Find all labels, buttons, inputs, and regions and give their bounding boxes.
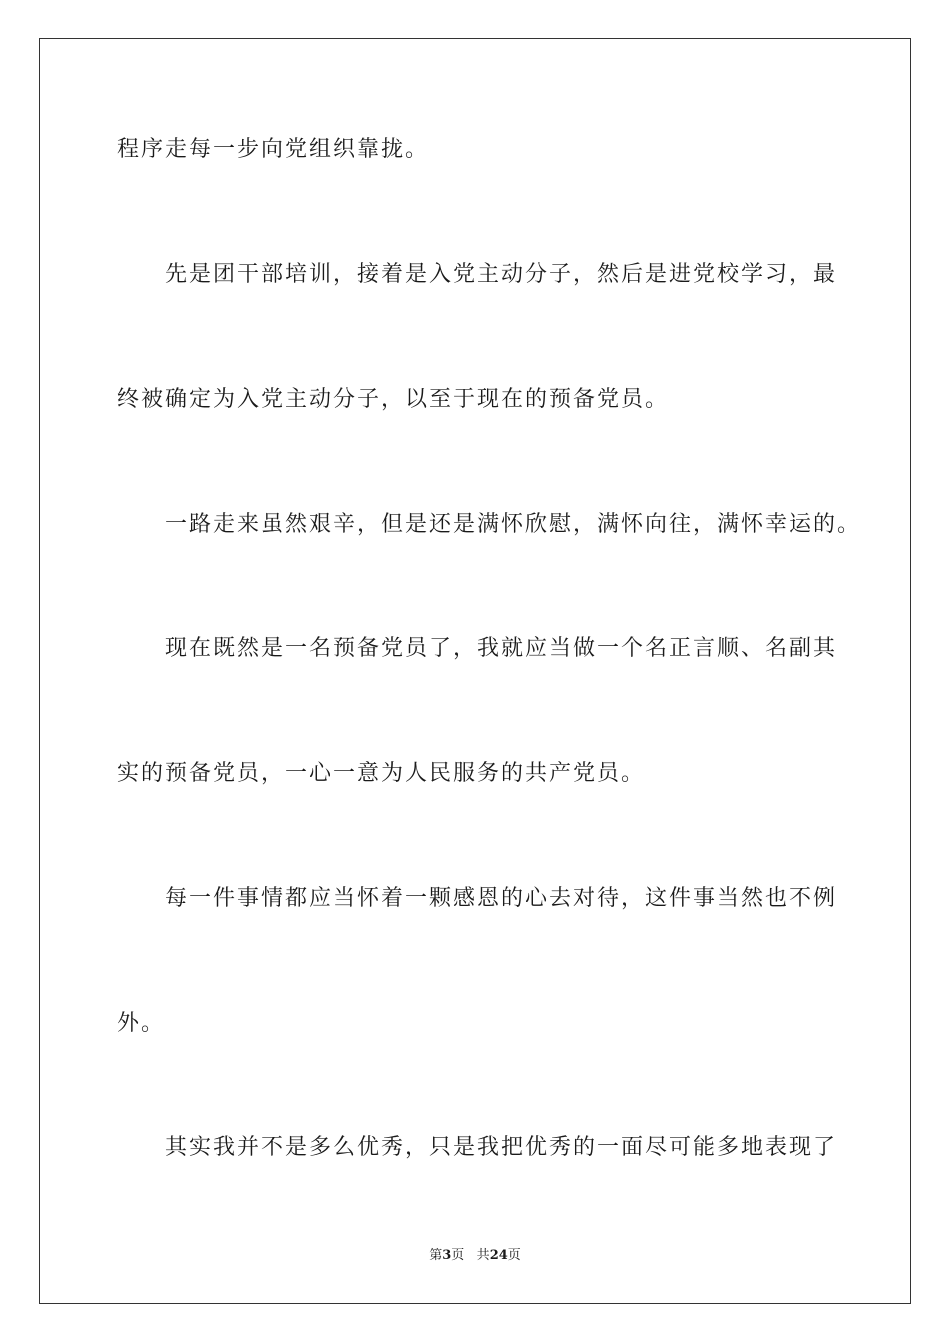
text-line-5: 现在既然是一名预备党员了，我就应当做一个名正言顺、名副其	[165, 636, 838, 661]
total-pages: 24	[489, 1248, 508, 1263]
page-border	[39, 38, 911, 1304]
total-suffix: 页	[507, 1248, 521, 1263]
page-prefix: 第	[429, 1248, 443, 1263]
text-line-2: 先是团干部培训，接着是入党主动分子，然后是进党校学习，最	[165, 262, 838, 287]
total-prefix: 共	[476, 1248, 490, 1263]
text-line-9: 其实我并不是多么优秀，只是我把优秀的一面尽可能多地表现了	[165, 1135, 838, 1160]
text-line-6: 实的预备党员，一心一意为人民服务的共产党员。	[117, 761, 646, 786]
text-line-4: 一路走来虽然艰辛，但是还是满怀欣慰，满怀向往，满怀幸运的。	[165, 512, 862, 537]
page-suffix: 页	[451, 1248, 465, 1263]
text-line-8: 外。	[117, 1011, 166, 1036]
text-line-7: 每一件事情都应当怀着一颗感恩的心去对待，这件事当然也不例	[165, 886, 838, 911]
text-line-1: 程序走每一步向党组织靠拢。	[117, 137, 430, 162]
page-footer	[0, 1248, 950, 1264]
text-line-3: 终被确定为入党主动分子，以至于现在的预备党员。	[117, 387, 670, 412]
page-number: 3	[442, 1248, 452, 1263]
